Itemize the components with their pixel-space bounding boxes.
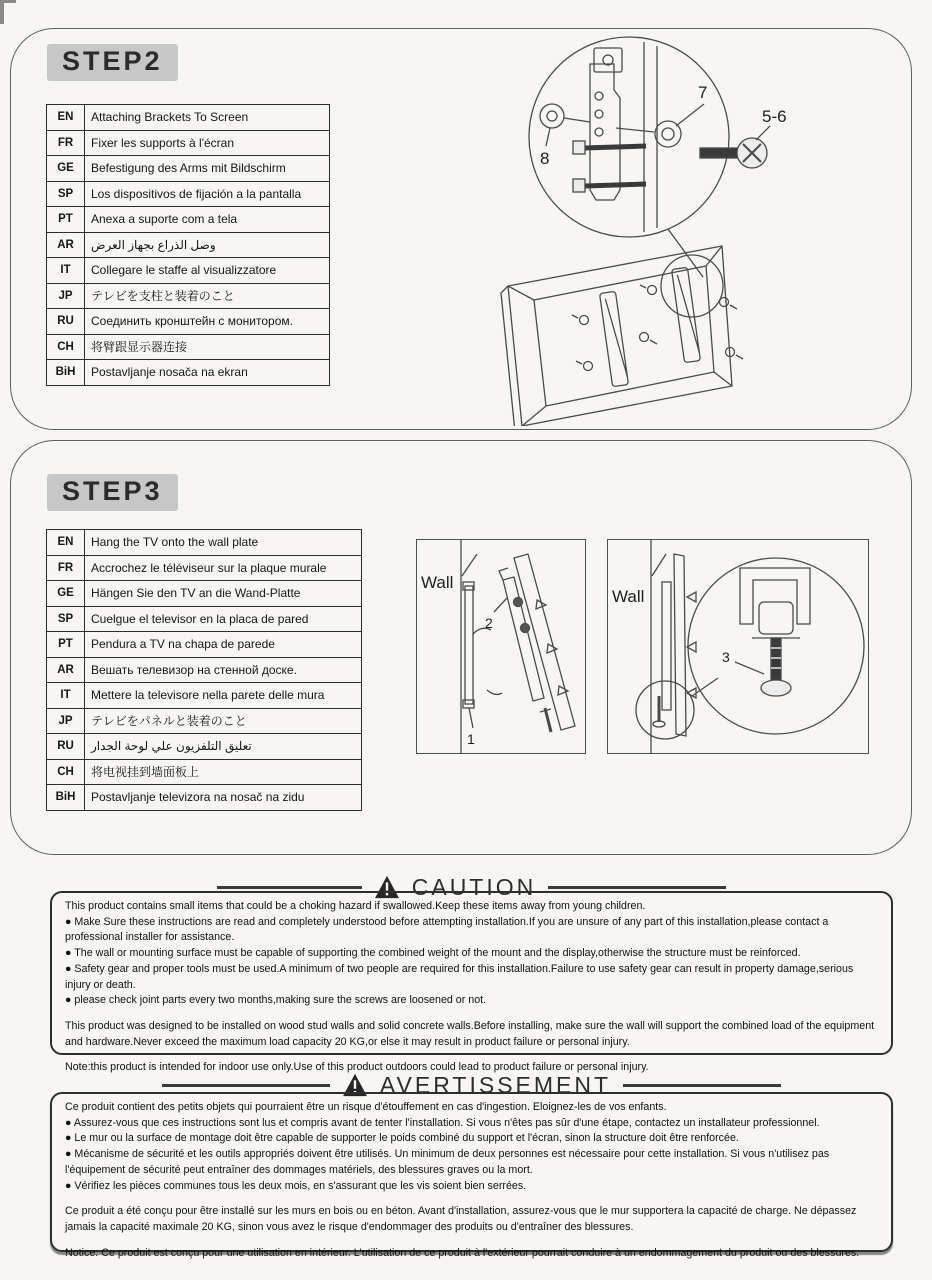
table-row xyxy=(47,283,330,309)
tv-bracket xyxy=(672,267,701,362)
lang-text: Pendura a TV na chapa de parede xyxy=(85,632,362,658)
step3-heading: STEP3 xyxy=(47,474,178,511)
lang-text: وصل الذراع بجهاز العرض xyxy=(85,232,330,258)
lang-text: Befestigung des Arms mit Bildschirm xyxy=(85,156,330,182)
avertissement-bullet: ● Mécanisme de sécurité et les outils appropriés doivent être utilisés. Un minimum de deux personnes est nécessaire pour cette installation. Si vous n'utilisez pas l'équipement de sécurité peut entraîner des dommages matériels, des blessures graves ou la mort. xyxy=(65,1148,830,1176)
step2-language-table xyxy=(46,104,330,386)
table-row xyxy=(47,105,330,131)
lang-code: SP xyxy=(47,181,85,207)
table-row xyxy=(47,156,330,182)
caution-paragraph: This product was designed to be installed on wood stud walls and solid concrete walls.Before installing, make sure the wall will support the combined load of the equipment and hardware.Never exceed the maximum load capacity 20 KG,or else it may result in product failure or personal injury. xyxy=(65,1020,875,1048)
magnifier-circle xyxy=(529,37,729,237)
bracket-hook xyxy=(594,48,622,72)
header-rule xyxy=(162,1084,330,1087)
lang-text: Postavljanje nosača na ekran xyxy=(85,360,330,386)
caution-box xyxy=(50,891,893,1074)
avertissement-bullet: ● Vérifiez les pièces communes tous les deux mois, en s'assurant que les vis soient bien serrées. xyxy=(65,1179,527,1192)
lang-code: GE xyxy=(47,156,85,182)
washer-icon xyxy=(540,104,564,128)
callout-2: 2 xyxy=(485,615,493,631)
lang-code: IT xyxy=(47,683,85,709)
step2-bracket-diagram xyxy=(494,34,911,426)
avertissement-paragraph: Ce produit a été conçu pour être installé sur les murs en bois ou en béton. Avant d'installation, assurez-vous que le mur supportera la capacité de charge. Ne dépassez jamais la capacité maximale 20 KG, sinon vous avez le risque d'endommager des produits ou d'entraîner des blessures. xyxy=(65,1205,857,1234)
table-row xyxy=(47,785,362,811)
table-row xyxy=(47,530,362,556)
step3-hang-diagram xyxy=(416,539,586,754)
table-row xyxy=(47,258,330,284)
callout-3: 3 xyxy=(722,649,730,665)
lang-text: Hang the TV onto the wall plate xyxy=(85,530,362,556)
lang-text: تعليق التلفزيون علي لوحة الجدار xyxy=(85,734,362,760)
table-row xyxy=(47,555,362,581)
screw-icon xyxy=(545,708,551,732)
callout-8: 8 xyxy=(540,149,550,168)
step2-section xyxy=(10,28,912,430)
lang-text: Hängen Sie den TV an die Wand-Platte xyxy=(85,581,362,607)
screw-icon xyxy=(572,285,743,371)
lang-code: PT xyxy=(47,632,85,658)
wall-label: Wall xyxy=(421,573,454,592)
caution-bullet: ● please check joint parts every two months,making sure the screws are loosened or not. xyxy=(65,994,487,1007)
caution-bullet: ● The wall or mounting surface must be capable of supporting the combined weight of the mount and the display,otherwise the structure must be reinforced. xyxy=(65,947,801,960)
lang-text: Вешать телевизор на стенной доске. xyxy=(85,657,362,683)
caution-title: CAUTION xyxy=(411,873,537,900)
tv-back-outline xyxy=(508,246,732,426)
tv-panel xyxy=(674,554,686,736)
lang-code: JP xyxy=(47,708,85,734)
detail-highlight-circle xyxy=(661,255,723,317)
lang-code: FR xyxy=(47,130,85,156)
table-row xyxy=(47,309,330,335)
tv-bracket xyxy=(503,577,544,701)
lang-text: 将臂跟显示器连接 xyxy=(85,334,330,360)
screw-head-icon xyxy=(761,680,791,696)
caution-bullet: ● Make Sure these instructions are read and completely understood before attempting installation.If you are unsure of any part of this installation,please contact a professional installer for assistance. xyxy=(65,915,829,944)
lang-text: Accrochez le téléviseur sur la plaque murale xyxy=(85,555,362,581)
lang-code: CH xyxy=(47,334,85,360)
table-row xyxy=(47,606,362,632)
lang-text: Cuelgue el televisor en la placa de pared xyxy=(85,606,362,632)
wall-label: Wall xyxy=(612,587,645,606)
screw-shaft xyxy=(700,148,742,158)
step3-language-table xyxy=(46,529,362,811)
tv-panel xyxy=(514,554,575,730)
lang-text: Anexa a suporte com a tela xyxy=(85,207,330,233)
lang-text: Attaching Brackets To Screen xyxy=(85,105,330,131)
lang-text: Fixer les supports à l'écran xyxy=(85,130,330,156)
lang-code: BiH xyxy=(47,785,85,811)
lang-text: 将电视挂到墙面板上 xyxy=(85,759,362,785)
lang-code: BiH xyxy=(47,360,85,386)
wall-plate xyxy=(465,586,473,704)
step3-secure-diagram xyxy=(607,539,869,754)
header-rule xyxy=(217,886,362,889)
table-row xyxy=(47,360,330,386)
table-row xyxy=(47,181,330,207)
screw-shaft xyxy=(771,638,781,684)
lang-code: GE xyxy=(47,581,85,607)
lang-text: Los dispositivos de fijación a la pantalla xyxy=(85,181,330,207)
caution-note: Note:this product is intended for indoor use only.Use of this product outdoors could lead to product failure or personal injury. xyxy=(65,1061,649,1074)
table-row xyxy=(47,207,330,233)
table-row xyxy=(47,734,362,760)
lang-text: テレビを支柱と装着のこと xyxy=(85,283,330,309)
bolt-icon xyxy=(584,146,646,148)
step2-heading: STEP2 xyxy=(47,44,178,81)
tv-bracket xyxy=(662,582,671,710)
avertissement-bullet: ● Assurez-vous que ces instructions sont lus et compris avant de tenter l'installation. Si vous n'êtes pas sûr d'une étape, contactez un installateur professionnel. xyxy=(65,1116,820,1129)
lang-code: AR xyxy=(47,232,85,258)
avertissement-notice: Notice: Ce produit est conçu pour une utilisation en intérieur. L'utilisation de ce produit à l'extérieur pourrait conduire à un endommagement du produit ou des blessures. xyxy=(65,1246,860,1259)
scan-artifact xyxy=(0,0,4,24)
lang-code: IT xyxy=(47,258,85,284)
table-row xyxy=(47,334,330,360)
table-row xyxy=(47,232,330,258)
lang-code: SP xyxy=(47,606,85,632)
caution-intro: This product contains small items that could be a choking hazard if swallowed.Keep these items away from young children. xyxy=(65,900,646,912)
callout-7: 7 xyxy=(698,83,708,102)
lang-code: EN xyxy=(47,105,85,131)
lang-code: EN xyxy=(47,530,85,556)
table-row xyxy=(47,683,362,709)
lang-code: RU xyxy=(47,309,85,335)
avertissement-title: AVERTISSEMENT xyxy=(379,1071,612,1098)
callout-5-6: 5-6 xyxy=(762,107,787,126)
caution-bullet: ● Safety gear and proper tools must be used.A minimum of two people are required for this installation.Failure to use safety gear can result in property damage,serious injury or death. xyxy=(65,962,854,991)
avertissement-intro: Ce produit contient des petits objets qui pourraient être un risque d'étouffement en cas d'ingestion. Eloignez-les de vos enfants. xyxy=(65,1101,667,1113)
bolt-icon xyxy=(584,184,646,186)
table-row xyxy=(47,632,362,658)
avertissement-bullet: ● Le mur ou la surface de montage doit être capable de supporter le poids combiné du support et l'écran, sinon la structure doit être renforcée. xyxy=(65,1132,739,1145)
table-row xyxy=(47,130,330,156)
lang-code: AR xyxy=(47,657,85,683)
lang-code: RU xyxy=(47,734,85,760)
tv-bracket xyxy=(600,291,629,386)
lang-code: JP xyxy=(47,283,85,309)
table-row xyxy=(47,657,362,683)
lang-code: PT xyxy=(47,207,85,233)
table-row xyxy=(47,581,362,607)
lang-code: FR xyxy=(47,555,85,581)
callout-1: 1 xyxy=(467,731,475,747)
table-row xyxy=(47,708,362,734)
step3-section xyxy=(10,440,912,855)
header-rule xyxy=(623,1084,781,1087)
motion-arrow xyxy=(487,690,502,694)
lang-text: Collegare le staffe al visualizzatore xyxy=(85,258,330,284)
lang-text: Postavljanje televizora na nosač na zidu xyxy=(85,785,362,811)
lang-text: Соединить кронштейн с монитором. xyxy=(85,309,330,335)
table-row xyxy=(47,759,362,785)
lang-text: Mettere la televisore nella parete delle mura xyxy=(85,683,362,709)
lang-code: CH xyxy=(47,759,85,785)
avertissement-box xyxy=(50,1092,893,1259)
header-rule xyxy=(548,886,726,889)
lang-text: テレビをパネルと装着のこと xyxy=(85,708,362,734)
